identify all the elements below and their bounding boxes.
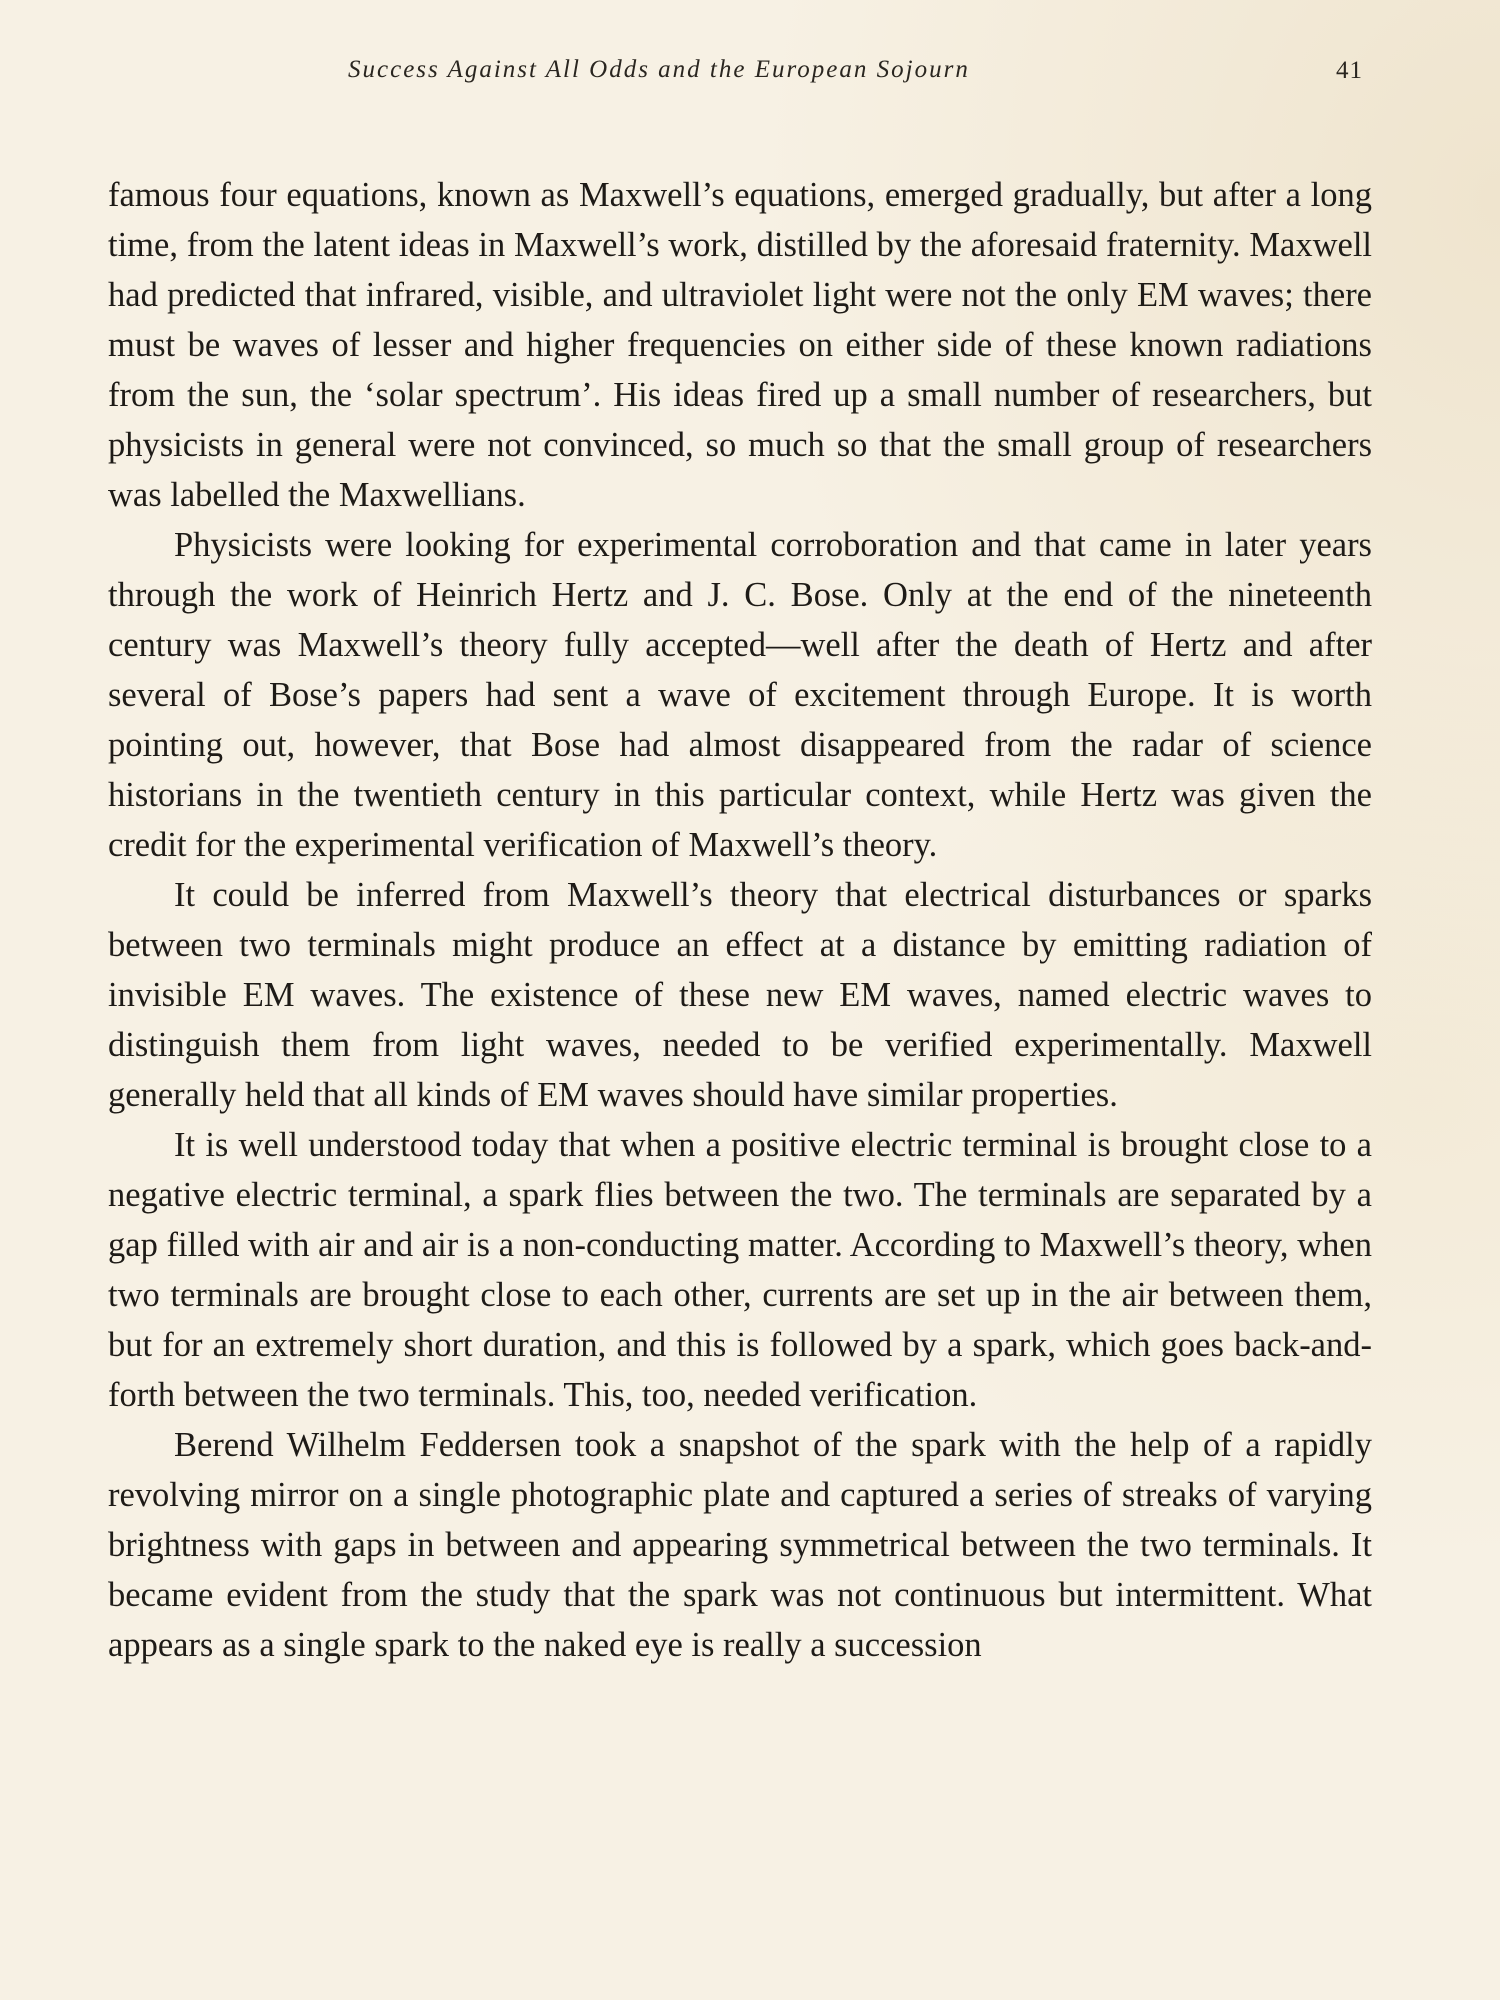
page-number: 41: [1336, 57, 1363, 84]
body-text: [108, 170, 1372, 1670]
running-head: Success Against All Odds and the European Sojourn: [348, 56, 970, 83]
paragraph: It could be inferred from Maxwell’s theory that electrical disturbances or sparks between two terminals might produce an effect at a distance by emitting radiation of invisible EM waves. The existence of these new EM waves, named electric waves to distinguish them from light waves, needed to be verified experimentally. Maxwell generally held that all kinds of EM waves should have similar properties.: [108, 876, 1372, 1114]
paragraph: It is well understood today that when a positive electric terminal is brought close to a negative electric terminal, a spark flies between the two. The terminals are separated by a gap filled with air and air is a non-conducting matter. According to Maxwell’s theory, when two terminals are brought close to each other, currents are set up in the air between them, but for an extremely short duration, and this is followed by a spark, which goes back-and-forth between the two terminals. This, too, needed verification.: [108, 1126, 1372, 1414]
paragraph: Physicists were looking for experimental corroboration and that came in later years through the work of Heinrich Hertz and J. C. Bose. Only at the end of the nineteenth century was Maxwell’s theory fully accepted—well after the death of Hertz and after several of Bose’s papers had sent a wave of excitement through Europe. It is worth pointing out, however, that Bose had almost disappeared from the radar of science historians in the twentieth century in this particular context, while Hertz was given the credit for the experimental verification of Maxwell’s theory.: [108, 526, 1372, 864]
paragraph: Berend Wilhelm Feddersen took a snapshot of the spark with the help of a rapidly revolving mirror on a single photographic plate and captured a series of streaks of varying brightness with gaps in between and appearing symmetrical between the two terminals. It became evident from the study that the spark was not continuous but intermittent. What appears as a single spark to the naked eye is really a succession: [108, 1426, 1372, 1664]
paragraph-continued: famous four equations, known as Maxwell’s equations, emerged gradually, but after a long time, from the latent ideas in Maxwell’s work, distilled by the aforesaid fraternity. Maxwell had predicted that infrared, visible, and ultraviolet light were not the only EM waves; there must be waves of lesser and higher frequencies on either side of these known radiations from the sun, the ‘solar spectrum’. His ideas fired up a small number of researchers, but physicists in general were not convinced, so much so that the small group of researchers was labelled the Maxwellians.: [108, 176, 1372, 514]
